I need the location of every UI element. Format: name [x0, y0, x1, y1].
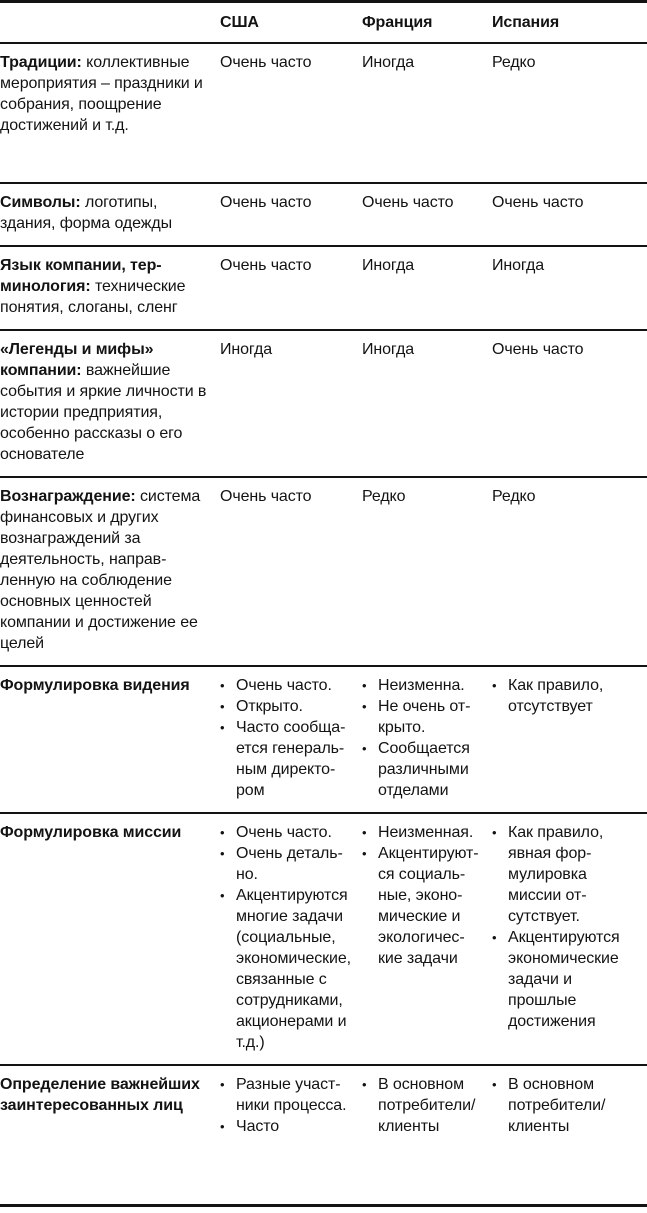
- cell-france: Очень часто: [362, 194, 454, 211]
- cell-france: [362, 814, 492, 1064]
- row-label: [0, 478, 220, 665]
- cell-spain: [492, 667, 647, 812]
- cell-france: [362, 667, 492, 812]
- bullet-item: [362, 696, 482, 738]
- bullet-icon: •: [220, 1119, 225, 1134]
- bullet-text: Сообщается различными отделами: [378, 740, 470, 799]
- cell-usa: [220, 814, 362, 1064]
- row-label: [0, 184, 220, 245]
- bullet-text: Акцентируются экономические задачи и прошлые достижения: [508, 929, 620, 1030]
- bullet-text: Неизменная.: [378, 824, 474, 841]
- cell-spain: Редко: [492, 488, 536, 505]
- bullet-text: В основном потребители/клиенты: [508, 1076, 606, 1135]
- cell-spain: Иногда: [492, 257, 544, 274]
- row-label-term: Традиции:: [0, 54, 82, 71]
- row-label-term: Определение важнейших заинтересованных лиц: [0, 1076, 200, 1114]
- table-row: [0, 667, 647, 814]
- row-label: [0, 1066, 220, 1148]
- bullet-icon: •: [362, 825, 367, 840]
- bullet-text: Не очень открыто.: [378, 698, 471, 736]
- bullet-icon: •: [492, 825, 497, 840]
- bullet-text: Часто сообщается генеральным директором: [236, 719, 346, 799]
- bullet-item: [220, 675, 352, 696]
- row-label: [0, 44, 220, 182]
- bullet-text: Неизменна.: [378, 677, 465, 694]
- table-row: [0, 44, 647, 184]
- bullet-item: [362, 1074, 482, 1137]
- bullet-item: [362, 675, 482, 696]
- bullet-text: Часто: [236, 1118, 280, 1135]
- table-row: [0, 1066, 647, 1148]
- header-empty-cell: [0, 3, 220, 42]
- bullet-item: [492, 675, 637, 717]
- cell-spain: [492, 814, 647, 1064]
- bullet-icon: •: [362, 699, 367, 714]
- cell-usa: [220, 667, 362, 812]
- bullet-item: [362, 738, 482, 801]
- table-row: [0, 478, 647, 667]
- table-row: [0, 814, 647, 1066]
- bullet-text: Как правило, явная формулировка миссии отсутствует.: [508, 824, 604, 925]
- row-label-description: важнейшие события и яркие личности в истории предприятия, особенно рассказы о его основателе: [0, 362, 207, 463]
- row-label-term: Язык компании, терминология:: [0, 257, 162, 295]
- bullet-item: [220, 843, 352, 885]
- bullet-item: [220, 1074, 352, 1116]
- bullet-icon: •: [362, 678, 367, 693]
- bullet-item: [220, 1116, 352, 1137]
- bullet-icon: •: [362, 741, 367, 756]
- table-body: [0, 44, 647, 1148]
- row-label-term: Вознаграждение:: [0, 488, 136, 505]
- bullet-text: Открыто.: [236, 698, 303, 715]
- cell-usa: Очень часто: [220, 257, 312, 274]
- row-label-term: Формулировка видения: [0, 677, 190, 694]
- row-label-description: технические понятия, слоганы, сленг: [0, 278, 186, 316]
- bullet-icon: •: [220, 888, 225, 903]
- row-label-description: система финансовых и других вознаграждений за деятельность, направленную на соблюдение основных ценностей компании и достижение ее целей: [0, 488, 201, 652]
- bullet-text: Акцентируются социальные, экономические и экологические задачи: [378, 845, 479, 967]
- bullet-icon: •: [220, 1077, 225, 1092]
- cell-usa: Иногда: [220, 341, 272, 358]
- bullet-text: Акцентируются многие задачи (социальные, экономические, связанные с сотрудниками, акционерами и т.д.): [236, 887, 352, 1051]
- bullet-text: Как правило, отсутствует: [508, 677, 604, 715]
- header-spain: Испания: [492, 14, 560, 31]
- bullet-icon: •: [220, 825, 225, 840]
- bullet-item: [220, 885, 352, 1053]
- bullet-icon: •: [220, 678, 225, 693]
- cell-spain: Очень часто: [492, 194, 584, 211]
- row-label: [0, 331, 220, 476]
- bullet-item: [220, 822, 352, 843]
- bullet-icon: •: [492, 1077, 497, 1092]
- cell-usa: [220, 1066, 362, 1148]
- bullet-icon: •: [362, 1077, 367, 1092]
- table-row: [0, 331, 647, 478]
- bullet-text: Разные участники процесса.: [236, 1076, 347, 1114]
- cell-spain: [492, 1066, 647, 1148]
- row-label-term: Символы:: [0, 194, 81, 211]
- bullet-item: [220, 696, 352, 717]
- bullet-text: Очень часто.: [236, 677, 332, 694]
- cell-usa: Очень часто: [220, 488, 312, 505]
- bullet-item: [220, 717, 352, 801]
- bullet-item: [492, 822, 637, 927]
- cell-spain: Редко: [492, 54, 536, 71]
- bullet-text: В основном потребители/​клиенты: [378, 1076, 476, 1135]
- header-france: Франция: [362, 14, 433, 31]
- bullet-item: [492, 1074, 637, 1137]
- row-label-description: коллективные мероприятия – праздники и собрания, поощрение достижений и т.д.: [0, 54, 203, 134]
- cell-france: Иногда: [362, 54, 414, 71]
- row-label-description: логотипы, здания, форма одежды: [0, 194, 172, 232]
- bullet-text: Очень часто.: [236, 824, 332, 841]
- cell-usa: Очень часто: [220, 194, 312, 211]
- cell-france: Иногда: [362, 257, 414, 274]
- row-label: [0, 814, 220, 1064]
- cell-usa: Очень часто: [220, 54, 312, 71]
- bullet-icon: •: [362, 846, 367, 861]
- header-usa: США: [220, 14, 259, 31]
- row-label-term: «Легенды и мифы» компании:: [0, 341, 154, 379]
- row-label-term: Формулировка миссии: [0, 824, 182, 841]
- table-row: [0, 184, 647, 247]
- bullet-icon: •: [492, 678, 497, 693]
- cell-france: [362, 1066, 492, 1148]
- cell-spain: Очень часто: [492, 341, 584, 358]
- bullet-icon: •: [220, 846, 225, 861]
- table-header-row: [0, 3, 647, 44]
- bullet-item: [362, 843, 482, 969]
- cell-france: Редко: [362, 488, 406, 505]
- bullet-icon: •: [220, 699, 225, 714]
- bullet-item: [492, 927, 637, 1032]
- row-label: [0, 247, 220, 329]
- bullet-item: [362, 822, 482, 843]
- cell-france: Иногда: [362, 341, 414, 358]
- table-row: [0, 247, 647, 331]
- bullet-text: Очень детально.: [236, 845, 343, 883]
- bullet-icon: •: [220, 720, 225, 735]
- bullet-icon: •: [492, 930, 497, 945]
- row-label: [0, 667, 220, 812]
